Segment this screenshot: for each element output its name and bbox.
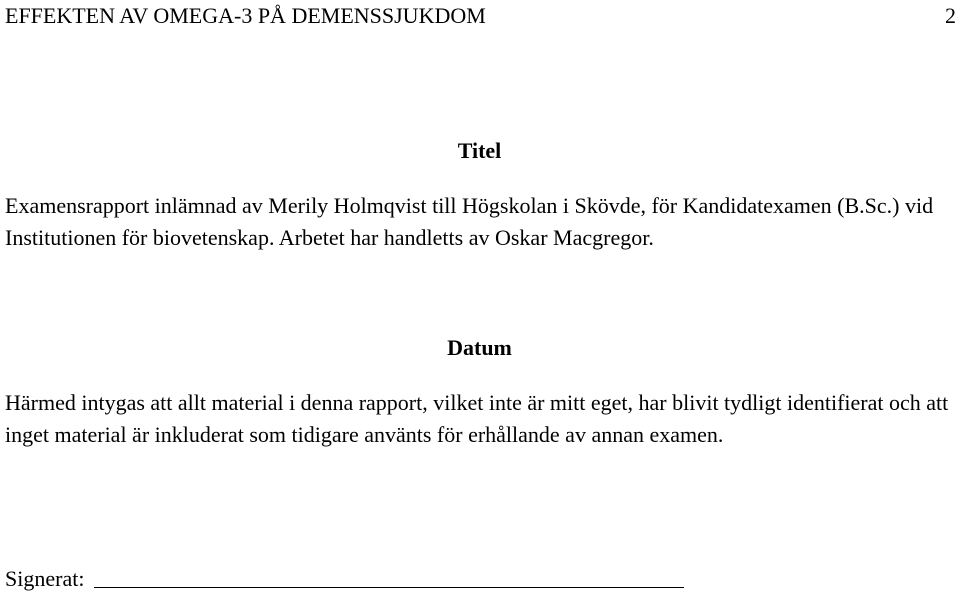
submission-paragraph: Examensrapport inlämnad av Merily Holmqvist till Högskolan i Skövde, för Kandidatexamen (B.Sc.) vid Institutionen för biovetenskap. Arbetet har handletts av Oskar Macgregor. [5,193,934,250]
declaration-paragraph: Härmed intygas att allt material i denna rapport, vilket inte är mitt eget, har blivit tydligt identifierat och att inget material är inkluderat som tidigare använts för erhållande av annan examen. [5,390,949,447]
running-head: EFFEKTEN AV OMEGA-3 PÅ DEMENSSJUKDOM [5,3,486,28]
signature-line[interactable] [94,565,684,588]
date-heading: Datum [447,335,512,360]
signature-label: Signerat: [5,566,85,591]
page-number: 2 [945,3,956,28]
signature-row [5,563,684,594]
title-heading: Titel [457,138,502,163]
